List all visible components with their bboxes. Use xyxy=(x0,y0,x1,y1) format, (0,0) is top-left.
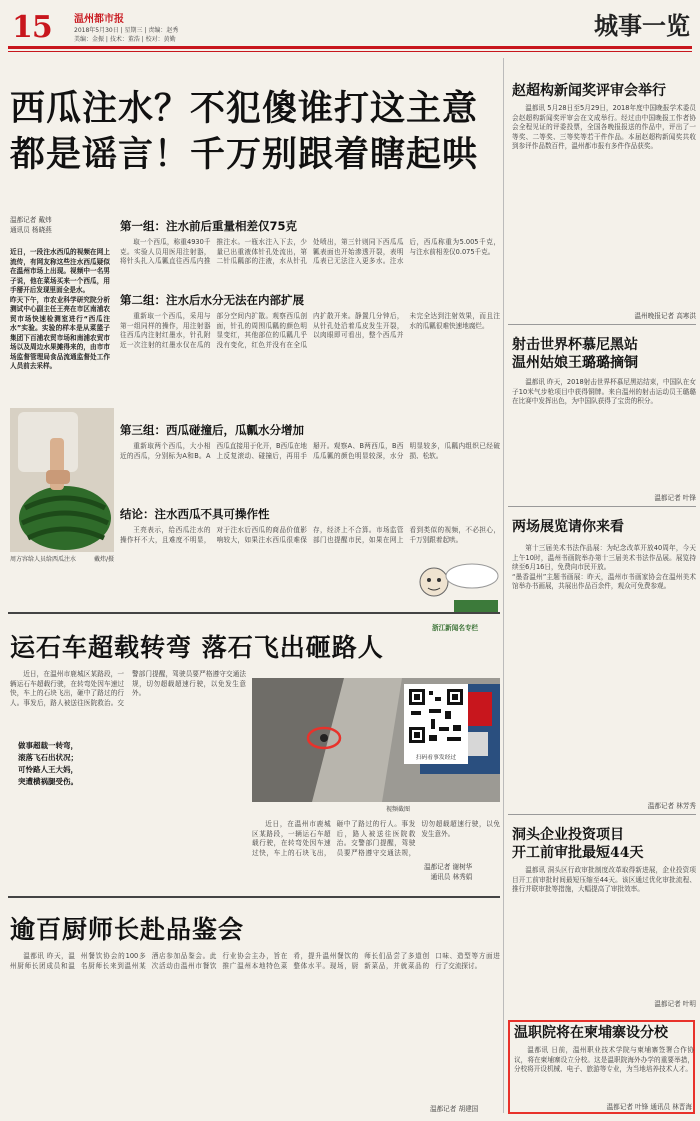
truck-text: 近日，在温州市鹿城区某路段，一辆运石车超载行驶，在转弯处因车速过快，车上的石块飞出，砸中了路过的行人。事发后，路人被送往医院救治。交警部门提醒，驾驶员要严格遵守交通法规，切勿超载超速行驶，以免发生意外。 xyxy=(10,670,246,707)
chef-headline: 逾百厨师长赴品鉴会 xyxy=(10,915,245,944)
section-3-title: 第三组：西瓜碰撞后，瓜瓤水分增加 xyxy=(120,423,304,437)
section-1-title: 第一组：注水前后重量相差仅75克 xyxy=(120,219,298,233)
watermelon-illustration xyxy=(10,408,114,552)
chef-byline: 温都记者 胡建国 xyxy=(430,1105,479,1113)
rc-rule-1 xyxy=(508,324,696,325)
staff-line: 美编：金振 | 技术：董浩 | 校对：黄勤 xyxy=(74,36,176,43)
main-byline xyxy=(10,215,52,235)
section-1-text: 取一个西瓜，称重4930千克。实验人员用医用注射器，将针头扎入瓜瓤直往西瓜内推推注水。一瓶水注入下去，少量已出重液体针孔处流出，第二针瓜瓤部的注液，水从针孔处喷出，第三针则同下西瓜瓜瓤表面也开始渗透开裂，表明瓜表已无法注入更多水。注水后，西瓜称重为5.005千克，与注水前相差仅0.075千克。 xyxy=(120,238,500,265)
qr-caption: 扫码看事发经过 xyxy=(415,755,457,761)
rc-story-4-headline: 洞头企业投资项目 开工前审批最短44天 xyxy=(512,827,644,861)
rc-story-5-headline: 温职院将在柬埔寨设分校 xyxy=(514,1025,668,1041)
rc-story-1-sign: 温州晚报记者 高寒洪 xyxy=(634,312,696,320)
section-4-title: 结论：注水西瓜不具可操作性 xyxy=(120,507,270,521)
top-rule xyxy=(8,46,692,49)
section-3-text: 重新取两个西瓜，大小相近的西瓜，分别标为A和B。A西瓜直接用于化开，B西瓜在地上反复滚动、碰撞后，再用手掰开。观察A、B两西瓜，B西瓜瓜瓤的颜色明显较深，水分明显较多，瓜瓤内组织已经破损、松软。 xyxy=(120,442,500,460)
byline-correspondent: 通讯员 林秀娟 xyxy=(430,873,473,881)
paper-meta xyxy=(74,26,178,44)
chef-text: 温都讯 昨天，温州厨师长团成员和温州餐饮协会的100多名厨师长来到温州某酒店参加品鉴会。此次活动由温州市餐饮行业协会主办，旨在推广温州本地特色菜肴，提升温州餐饮的整体水平。现场，厨师长们品尝了多道创新菜品，并就菜品的口味、造型等方面进行了交流探讨。 xyxy=(10,952,500,970)
main-headline: 西瓜注水？不犯傻谁打这主意 都是谣言！千万别跟着瞎起哄 xyxy=(10,88,479,175)
column-label: 浙江新闻名专栏 xyxy=(432,624,479,632)
rc-rule-2 xyxy=(508,506,696,507)
rc-story-4-sign: 温都记者 叶明 xyxy=(654,1000,696,1008)
rc-story-3-headline: 两场展览请你来看 xyxy=(512,519,624,535)
rc-story-1-headline: 赵超构新闻奖评审会举行 xyxy=(512,83,666,99)
section-title: 城事一览 xyxy=(594,11,690,40)
byline-correspondent: 通讯员 杨晓燕 xyxy=(10,226,52,234)
rc-story-5-sign: 温都记者 叶锋 通讯员 林晋海 xyxy=(606,1103,692,1111)
column-divider xyxy=(503,58,504,1113)
truck-verse xyxy=(18,740,118,788)
verse-line: 做事超载一转弯， xyxy=(18,741,78,750)
section-2-title: 第二组：注水后水分无法在内部扩展 xyxy=(120,293,304,307)
rc-story-2-text: 温都讯 昨天，2018射击世界杯慕尼黑站结束，中国队在女子10米气步枪项目中获得铜牌。来自温州的射击运动员王璐璐在比赛中发挥出色，为中国队获得了宝贵的积分。 xyxy=(512,378,696,405)
rc-story-3-sign: 温都记者 林芳秀 xyxy=(647,802,696,810)
byline-reporter: 温都记者 谢树华 xyxy=(424,863,473,871)
rc-story-2-sign: 温都记者 叶锋 xyxy=(654,494,696,502)
date-line: 2018年5月30日 | 星期三 | 责编：赵秀 xyxy=(74,27,179,34)
top-rule-thin xyxy=(8,51,692,52)
verse-line: 可怜路人王大妈， xyxy=(18,765,78,774)
watermelon-photo xyxy=(10,408,114,552)
section-4-text: 王亮表示，给西瓜注水的操作杆不大，且难度不明显，对于注水后西瓜的商品价值影响较大，如果注水西瓜很难保存，经济上不合算。市场监管部门也提醒市民，如果在网上看到类似的视频，不必担心，千万别跟着起哄。 xyxy=(120,526,500,544)
rc-rule-3 xyxy=(508,814,696,815)
verse-line: 滚落飞石出状况； xyxy=(18,753,78,762)
qr-code-icon xyxy=(407,687,465,745)
rc-story-2-headline: 射击世界杯慕尼黑站 温州姑娘王璐璐摘铜 xyxy=(512,337,638,371)
paper-name: 温州都市报 xyxy=(74,14,124,25)
column-mascot xyxy=(414,560,500,616)
qr-box xyxy=(404,684,468,764)
photo-caption: 周方容给人员给西瓜注水 xyxy=(10,556,77,563)
verse-line: 突遭横祸腿受伤。 xyxy=(18,777,78,786)
section-2-text: 重新取一个西瓜，采用与第一组同样的操作，用注射器往西瓜内注射红墨水，针孔附近一次注射的红墨水仅在瓜的部分空间内扩散。观察西瓜剖面，针孔的周围瓜瓤的颜色明显变红，其他部位的瓜瓤几乎没有变化，红色并没有在全瓜内扩散开来。静置几分钟后，从针孔处沿着瓜皮发生开裂，以肉眼即可看出，整个西瓜并未完全达到注射效果，而且注水的瓜瓤很难快速地腐烂。 xyxy=(120,312,500,349)
photo-credit: 戴炜/摄 xyxy=(93,556,114,563)
mascot-icon xyxy=(414,560,500,616)
rc-story-3-text: 第十三届美术书法作品展：为纪念改革开放40周年，今天上午10时，温州书画院举办第十三届美术书法作品展。展览持续至6月16日，免费向市民开放。 “墨香温州”主题书画展：昨天，温州市书画家协会在温州美术馆举办书画展，共展出作品百余件，观众可免费参观。 xyxy=(512,544,696,590)
rc-story-5-text: 温都讯 日前，温州职业技术学院与柬埔寨签署合作协议，将在柬埔寨设立分校。这是温职院海外办学的重要举措，分校将开设机械、电子、旅游等专业，为当地培养技术人才。 xyxy=(514,1046,694,1073)
photo-caption-row xyxy=(10,556,114,564)
rc-story-1-text: 温都讯 5月28日至5月29日，2018年度中国晚报学术委员会赵超构新闻奖评审会在文成举行。经过由中国晚报工作者协会全程见证的评委投票，全国各晚报报送的作品中，评出了一等奖、二等奖、三等奖等若干件作品。本届赵超构新闻奖共收到参评作品数百件，温州都市报有多件作品获奖。 xyxy=(512,104,696,150)
truck-headline: 运石车超载转弯 落石飞出砸路人 xyxy=(10,633,384,662)
byline-reporter: 温都记者 戴炜 xyxy=(10,216,52,224)
section-rule-2 xyxy=(8,896,500,898)
page-number: 15 xyxy=(12,10,52,45)
truck-text-continued: 近日，在温州市鹿城区某路段，一辆运石车超载行驶，在转弯处因车速过快，车上的石块飞出，砸中了路过的行人。事发后，路人被送往医院救治。交警部门提醒，驾驶员要严格遵守交通法规，切勿超载超速行驶，以免发生意外。 xyxy=(252,820,500,857)
main-lead: 近日，一段注水西瓜的视频在网上流传，有网友称这些注水西瓜疑似在温州市场上出现。视频中一名男子说，他在菜场买来一个西瓜，用手掰开后发现里面全是水。 昨天下午，市农业科学研究院分析测试中心副主任王亮在市区南浦农贸市场快速检测室进行“西瓜注水”实验。实验的样本是从菜篮子集团下百浦农贸市场和南浦农贸市场以及周边水果摊得来的，由市市场监督管理局食品流通监督处工作人员前去采样。 xyxy=(10,248,110,370)
rc-story-4-text: 温都讯 洞头区行政审批制度改革取得新进展，企业投资项目开工前审批时间最短压缩至44天。该区通过优化审批流程、推行并联审批等措施，大幅提高了审批效率。 xyxy=(512,866,696,893)
truck-byline xyxy=(424,862,472,882)
truck-photo-caption: 视频截图 xyxy=(386,806,411,813)
